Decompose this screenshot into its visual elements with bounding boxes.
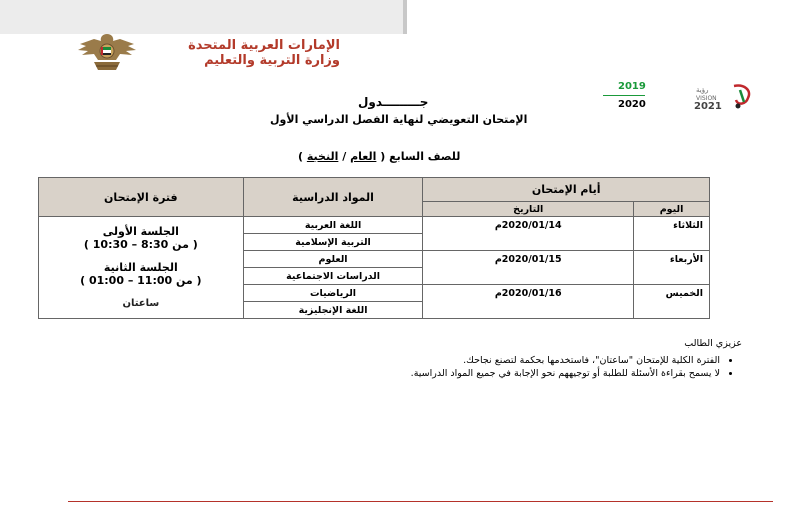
header-exam-days: أيام الإمتحان: [423, 178, 710, 202]
date-cell: 2020/01/14م: [423, 217, 634, 251]
class-suffix: ): [298, 150, 304, 163]
session-1-label: الجلسة الأولى: [102, 225, 179, 238]
class-elite: النخبة: [306, 150, 339, 163]
header-band-stripe: [403, 0, 407, 34]
class-line: [298, 150, 460, 163]
day-cell: الثلاثاء: [634, 217, 710, 251]
exam-period-cell: [39, 217, 244, 319]
session-2-label: الجلسة الثانية: [103, 261, 178, 274]
header-period: فترة الإمتحان: [39, 178, 244, 217]
total-duration: ساعتان: [122, 298, 160, 309]
note-item: • لا يسمح بقراءة الأسئلة للطلبة أو توجيههم نحو الإجابة في جميع المواد الدراسية.: [411, 368, 720, 379]
subject-cell: العلوم: [243, 251, 423, 268]
class-separator: /: [342, 150, 347, 163]
note-item: • الفترة الكلية للإمتحان "ساعتان"، فاستخدمها بحكمة لتصنع نجاحك.: [411, 355, 720, 366]
class-general: العام: [350, 150, 377, 163]
session-2-time: ( من 11:00 – 01:00 ): [80, 274, 202, 287]
ministry-line-2: وزارة التربية والتعليم: [204, 53, 340, 68]
class-prefix: للصف السابع (: [380, 150, 461, 163]
vision-2021-logo: [694, 80, 756, 110]
subject-cell: الدراسات الاجتماعية: [243, 268, 423, 285]
notes-greeting: عزيزي الطالب: [684, 338, 742, 349]
ministry-line-1: الإمارات العربية المتحدة: [188, 38, 340, 53]
svg-text:رؤية: رؤية: [696, 86, 709, 94]
academic-year-end: 2020: [618, 99, 646, 110]
session-1-time: ( من 8:30 – 10:30 ): [83, 238, 198, 251]
academic-year-start: 2019: [618, 81, 646, 92]
exam-schedule-table: [38, 177, 710, 319]
header-day: اليوم: [634, 202, 710, 217]
footer-divider: [68, 501, 773, 502]
header-date: التاريخ: [423, 202, 634, 217]
uae-emblem-icon: [74, 30, 140, 74]
document-subtitle: الإمتحان التعويضي لنهاية الفصل الدراسي الأول: [270, 113, 528, 126]
subject-cell: الرياضيات: [243, 285, 423, 302]
student-notes: [411, 338, 742, 381]
header-subjects: المواد الدراسية: [243, 178, 423, 217]
subject-cell: التربية الإسلامية: [243, 234, 423, 251]
document-title: جـــــــــدول: [358, 95, 429, 109]
subject-cell: اللغة العربية: [243, 217, 423, 234]
svg-text:2021: 2021: [694, 101, 722, 110]
notes-list: [411, 355, 742, 379]
date-cell: 2020/01/15م: [423, 251, 634, 285]
year-divider: [603, 95, 645, 96]
day-cell: الأربعاء: [634, 251, 710, 285]
date-cell: 2020/01/16م: [423, 285, 634, 319]
header-band: [0, 0, 405, 34]
ministry-header: [188, 38, 340, 68]
subject-cell: اللغة الإنجليزية: [243, 302, 423, 319]
day-cell: الخميس: [634, 285, 710, 319]
svg-text:VISION: VISION: [696, 95, 717, 102]
